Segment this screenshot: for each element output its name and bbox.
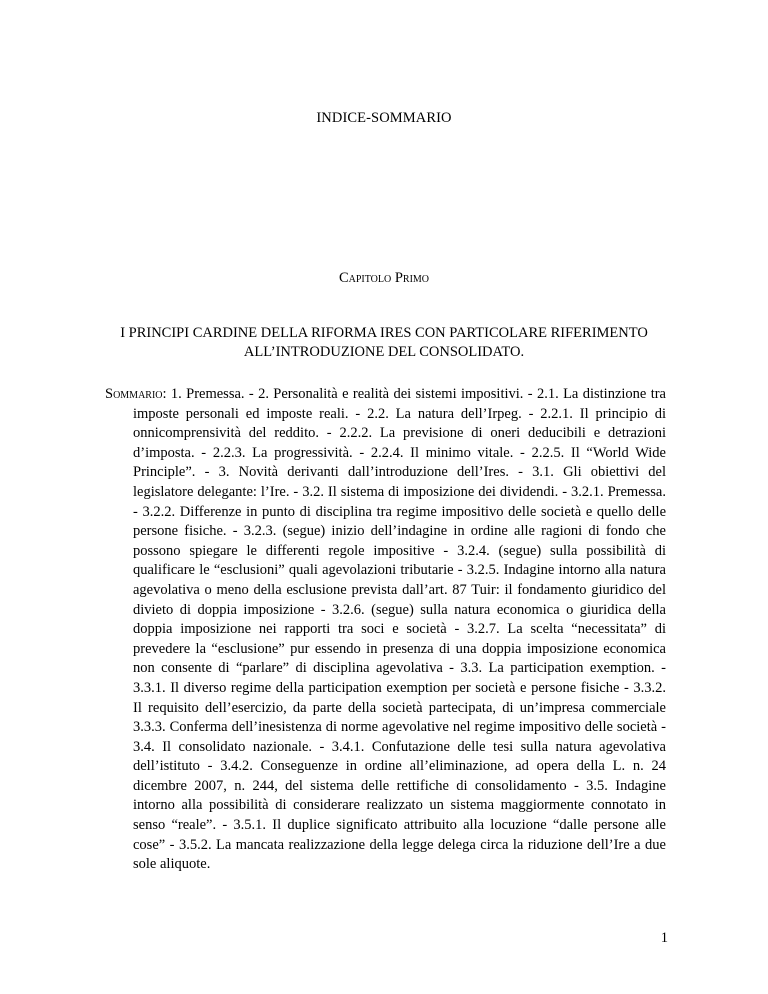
chapter-label: Capitolo Primo	[338, 270, 430, 286]
page-number: 1	[660, 930, 668, 946]
summary-text: 1. Premessa. - 2. Personalità e realità dei sistemi impositivi. - 2.1. La distinzione tra imposte personali ed imposte reali. - 2.2. La natura dell’Irpeg. - 2.2.1. Il principio di onnicomprensività del reddito. - 2.2.2. La previsione di oneri deducibili e detrazioni d’imposta. - 2.2.3. La progressività. - 2.2.4. Il minimo vitale. - 2.2.5. Il “World Wide Principle”. - 3. Novità derivanti dall’introduzione dell’Ires. - 3.1. Gli obiettivi del legislatore delegante: l’Ire. - 3.2. Il sistema di imposizione dei dividendi. - 3.2.1. Premessa. - 3.2.2. Differenze in punto di disciplina tra regime impositivo delle società e quello delle persone fisiche. - 3.2.3. (segue) inizio dell’indagine in ordine alle ragioni di fondo che possono spiegare le differenti regole impositive - 3.2.4. (segue) sulla possibilità di qualificare le “esclusioni” quali agevolazioni tributarie - 3.2.5. Indagine intorno alla natura agevolativa o meno della esclusione prevista dall’art. 87 Tuir: il fondamento giuridico del divieto di doppia imposizione - 3.2.6. (segue) sulla natura economica o giuridica della doppia imposizione nei rapporti tra soci e società - 3.2.7. La scelta “necessitata” di prevedere la “esclusione” pur essendo in presenza di una doppia imposizione economica non consente di “parlare” di disciplina agevolativa - 3.3. La participation exemption. - 3.3.1. Il diverso regime della participation exemption per società e persone fisiche - 3.3.2. Il requisito dell’esercizio, da parte della società partecipata, di un’impresa commerciale 3.3.3. Conferma dell’inesistenza di norme agevolative nel regime impositivo delle società - 3.4. Il consolidato nazionale. - 3.4.1. Confutazione delle tesi sulla natura agevolativa dell’istituto - 3.4.2. Conseguenze in ordine all’eliminazione, ad opera della L. n. 24 dicembre 2007, n. 244, del sistema delle rettifiche di consolidamento - 3.5. Indagine intorno alla possibilità di considerare realizzato un sistema maggiormente connotato in senso “reale”. - 3.5.1. Il duplice significato attribuito alla locuzione “dalle persone alle cose” - 3.5.2. La mancata realizzazione della legge delega circa la riduzione dell’Ire a due sole aliquote.	[133, 386, 666, 873]
summary-paragraph	[105, 385, 666, 875]
summary-label: Sommario:	[105, 386, 167, 402]
index-title: INDICE-SOMMARIO	[316, 110, 452, 126]
chapter-heading: I PRINCIPI CARDINE DELLA RIFORMA IRES CON PARTICOLARE RIFERIMENTO ALL’INTRODUZIONE DEL CONSOLIDATO.	[120, 325, 648, 360]
